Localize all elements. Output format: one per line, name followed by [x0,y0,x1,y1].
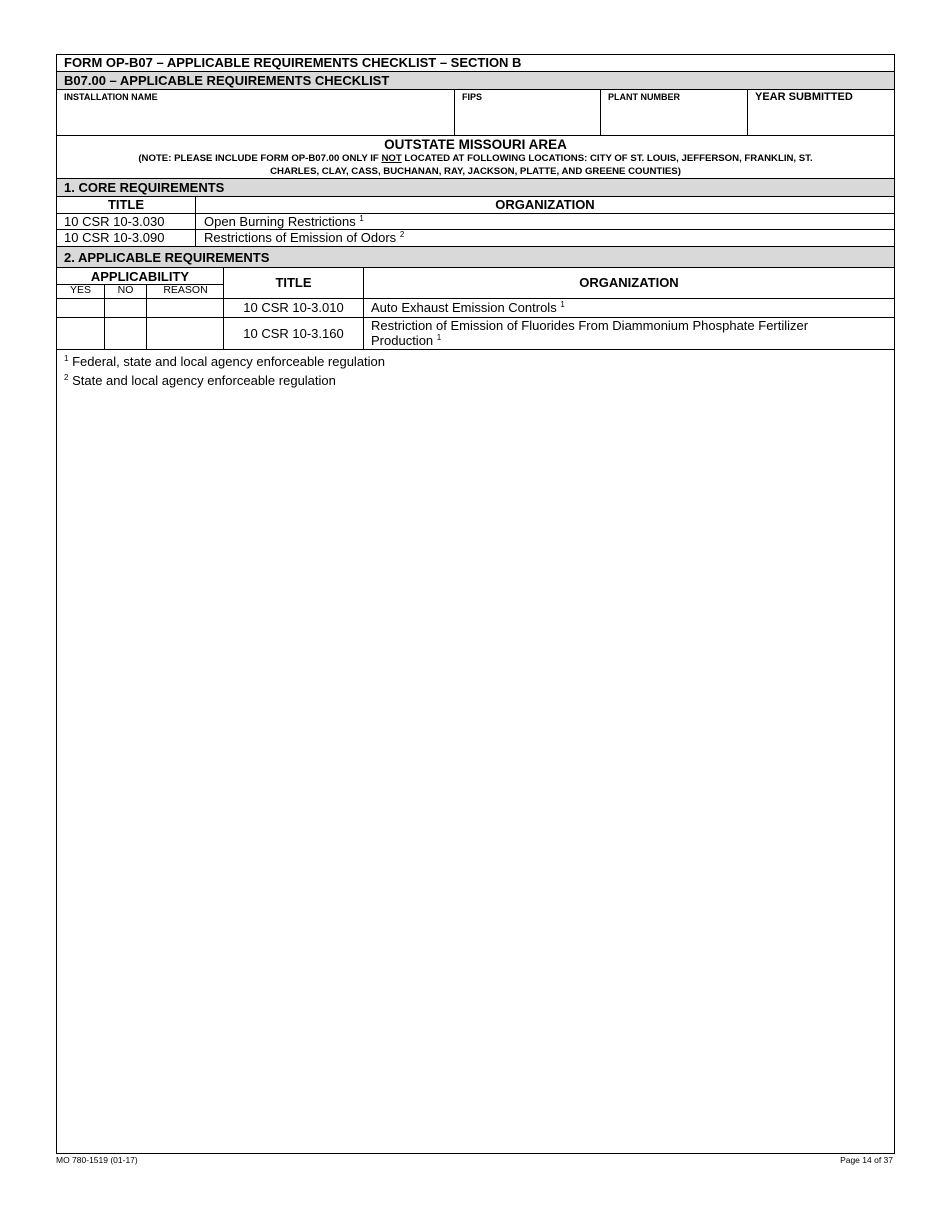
area-note-prefix: (NOTE: PLEASE INCLUDE FORM OP-B07.00 ONLY IF [138,153,382,164]
area-block [57,136,894,179]
applicable-header-row [57,268,894,299]
form-title-bar [57,55,894,72]
core-header-row [57,197,894,214]
applicable-row [57,299,894,318]
applicable-row-title: 10 CSR 10-3.160 [243,326,344,341]
page-number: Page 14 of 37 [840,1155,893,1165]
core-row-title-cell [57,214,196,229]
applicability-header [57,268,224,298]
applicable-row-org-line1: Restriction of Emission of Fluorides From Diammonium Phosphate Fertilizer [371,318,809,333]
footnote-mark: 1 [436,333,442,342]
col-no [105,284,147,298]
footnote-mark: 1 [560,300,565,309]
footnote-text: State and local agency enforceable regulation [72,373,336,388]
applicable-row-org-line2-text: Production [371,333,434,348]
core-row-org-cell [196,230,894,246]
applicable-row-org [371,300,565,315]
footnote-item [64,351,385,370]
footnote-mark: 2 [399,230,405,239]
yes-checkbox-cell[interactable] [57,318,105,349]
applicable-row [57,318,894,350]
footnote-mark: 1 [64,354,69,363]
col-reason-label: REASON [163,284,208,296]
footnote-text: Federal, state and local agency enforceable regulation [72,354,386,369]
applicable-row-org-cell [364,318,894,349]
section-title-bar [57,72,894,90]
core-row [57,230,894,247]
footnotes [64,351,385,389]
plant-number-field[interactable] [601,90,748,135]
form-frame [56,54,895,1154]
fips-label: FIPS [462,92,483,102]
applicable-row-org-text: Auto Exhaust Emission Controls [371,300,557,315]
reason-field[interactable] [147,318,224,349]
applicable-row-org-line2 [371,333,441,348]
core-row-org-cell [196,214,894,229]
area-note-emphasis: NOT [381,153,402,164]
core-col-title-label: TITLE [107,197,145,212]
no-checkbox-cell[interactable] [105,299,147,317]
core-requirements-heading: 1. CORE REQUIREMENTS [64,180,225,195]
fips-field[interactable] [455,90,601,135]
core-row-title: 10 CSR 10-3.090 [64,230,165,245]
applicable-col-org-label: ORGANIZATION [579,275,679,290]
col-reason [147,284,224,298]
no-checkbox-cell[interactable] [105,318,147,349]
core-col-org [196,197,894,213]
applicable-requirements-heading: 2. APPLICABLE REQUIREMENTS [64,250,270,265]
core-requirements-bar [57,179,894,197]
applicable-row-org-cell [364,299,894,317]
applicable-row-title-cell [224,318,364,349]
applicable-col-title [224,268,364,298]
area-note-line2: CHARLES, CLAY, CASS, BUCHANAN, RAY, JACKSON, PLATTE, AND GREENE COUNTIES) [270,166,681,177]
col-yes-label: YES [69,284,91,296]
reason-field[interactable] [147,299,224,317]
installation-name-field[interactable] [57,90,455,135]
section-title: B07.00 – APPLICABLE REQUIREMENTS CHECKLIST [64,73,390,88]
year-submitted-label: YEAR SUBMITTED [755,91,853,103]
applicability-label: APPLICABILITY [90,269,190,284]
core-row-org-text: Restrictions of Emission of Odors [204,230,397,245]
area-title: OUTSTATE MISSOURI AREA [384,137,567,152]
form-title: FORM OP-B07 – APPLICABLE REQUIREMENTS CHECKLIST – SECTION B [64,55,522,70]
footnote-mark: 1 [359,214,364,223]
applicable-requirements-bar [57,247,894,268]
core-col-org-label: ORGANIZATION [495,197,595,212]
form-number: MO 780-1519 (01-17) [56,1155,138,1165]
core-row-org [204,214,364,229]
core-row [57,214,894,230]
area-note-line1 [57,152,894,165]
core-row-title-cell [57,230,196,246]
core-col-title [57,197,196,213]
footnote-mark: 2 [64,373,69,382]
applicable-col-org [364,268,894,298]
yes-checkbox-cell[interactable] [57,299,105,317]
applicable-col-title-label: TITLE [275,275,312,290]
year-submitted-field[interactable] [748,90,894,135]
core-row-title: 10 CSR 10-3.030 [64,214,165,229]
area-note-suffix: LOCATED AT FOLLOWING LOCATIONS: CITY OF ST. LOUIS, JEFFERSON, FRANKLIN, ST. [401,153,813,164]
applicable-row-title: 10 CSR 10-3.010 [243,300,344,315]
col-no-label: NO [117,284,134,296]
identification-row [57,90,894,136]
footnote-item [64,370,385,389]
plant-number-label: PLANT NUMBER [608,92,680,102]
core-row-org-text: Open Burning Restrictions [204,214,356,229]
installation-name-label: INSTALLATION NAME [64,92,158,102]
core-row-org [204,230,404,245]
col-yes [57,284,105,298]
applicable-row-title-cell [224,299,364,317]
